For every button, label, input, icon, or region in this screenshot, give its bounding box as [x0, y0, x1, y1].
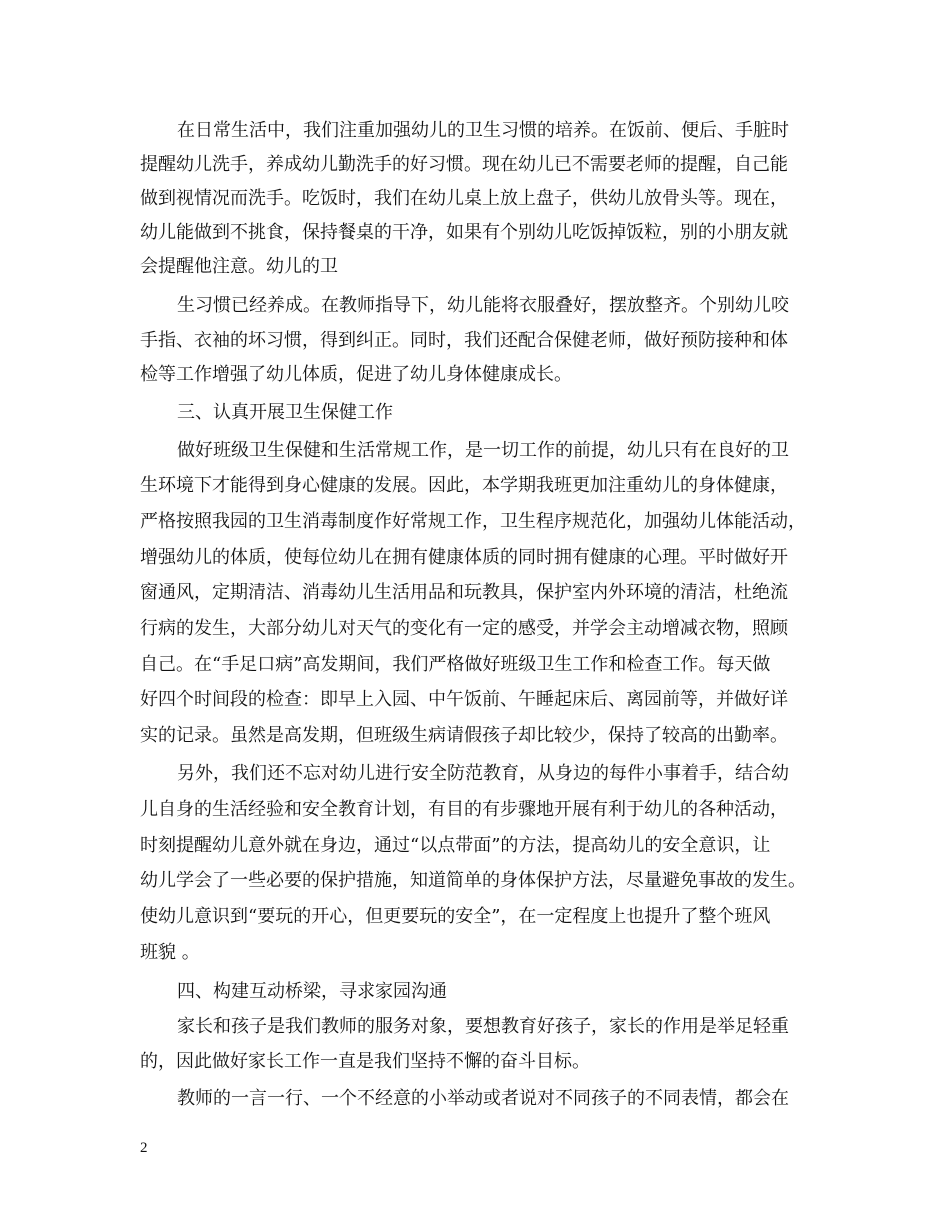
text-line: 行病的发生，大部分幼儿对天气的变化有一定的感受，并学会主动增减衣物，照顾	[140, 618, 788, 639]
text-line: 在日常生活中，我们注重加强幼儿的卫生习惯的培养。在饭前、便后、手脏时	[177, 120, 789, 141]
text-line: 教师的一言一行、一个不经意的小举动或者说对不同孩子的不同表情，都会在	[177, 1088, 789, 1109]
text-line: 生习惯已经养成。在教师指导下，幼儿能将衣服叠好，摆放整齐。个别幼儿咬	[177, 295, 789, 316]
text-line: 实的记录。虽然是高发期，但班级生病请假孩子却比较少，保持了较高的出勤率。	[140, 725, 788, 746]
text-line: 儿自身的生活经验和安全教育计划，有目的有步骤地开展有利于幼儿的各种活动，	[140, 799, 788, 820]
text-line: 使幼儿意识到“要玩的开心，但更要玩的安全”，在一定程度上也提升了整个班风	[140, 906, 771, 927]
text-line: 另外，我们还不忘对幼儿进行安全防范教育，从身边的每件小事着手，结合幼	[177, 763, 789, 784]
text-line: 幼儿能做到不挑食，保持餐桌的干净，如果有个别幼儿吃饭掉饭粒，别的小朋友就	[140, 222, 788, 243]
text-line: 做到视情况而洗手。吃饭时，我们在幼儿桌上放上盘子，供幼儿放骨头等。现在，	[140, 188, 788, 209]
text-line: 严格按照我园的卫生消毒制度作好常规工作，卫生程序规范化，加强幼儿体能活动，	[140, 511, 806, 532]
text-line: 会提醒他注意。幼儿的卫	[140, 256, 338, 277]
text-line: 增强幼儿的体质，使每位幼儿在拥有健康体质的同时拥有健康的心理。平时做好开	[140, 547, 788, 568]
text-line: 检等工作增强了幼儿体质，促进了幼儿身体健康成长。	[140, 364, 572, 385]
text-line: 做好班级卫生保健和生活常规工作，是一切工作的前提，幼儿只有在良好的卫	[177, 440, 789, 461]
text-line: 时刻提醒幼儿意外就在身边，通过“以点带面”的方法，提高幼儿的安全意识，让	[140, 835, 771, 856]
text-line: 窗通风，定期清洁、消毒幼儿生活用品和玩教具，保护室内外环境的清洁，杜绝流	[140, 582, 788, 603]
text-line: 手指、衣袖的坏习惯，得到纠正。同时，我们还配合保健老师，做好预防接种和体	[140, 330, 788, 351]
text-line: 幼儿学会了一些必要的保护措施，知道简单的身体保护方法，尽量避免事故的发生。	[140, 870, 806, 891]
page-number: 2	[140, 1140, 148, 1156]
section-heading: 三、认真开展卫生保健工作	[177, 402, 393, 423]
text-line: 家长和孩子是我们教师的服务对象，要想教育好孩子，家长的作用是举足轻重	[177, 1016, 789, 1037]
text-line: 生环境下才能得到身心健康的发展。因此，本学期我班更加注重幼儿的身体健康，	[140, 475, 788, 496]
section-heading: 四、构建互动桥梁，寻求家园沟通	[177, 981, 447, 1002]
text-line: 班貌 。	[140, 942, 200, 963]
text-line: 的，因此做好家长工作一直是我们坚持不懈的奋斗目标。	[140, 1051, 590, 1072]
text-line: 自己。在“手足口病”高发期间，我们严格做好班级卫生工作和检查工作。每天做	[140, 654, 771, 675]
text-line: 提醒幼儿洗手，养成幼儿勤洗手的好习惯。现在幼儿已不需要老师的提醒，自己能	[140, 154, 788, 175]
text-line: 好四个时间段的检查：即早上入园、中午饭前、午睡起床后、离园前等，并做好详	[140, 689, 788, 710]
